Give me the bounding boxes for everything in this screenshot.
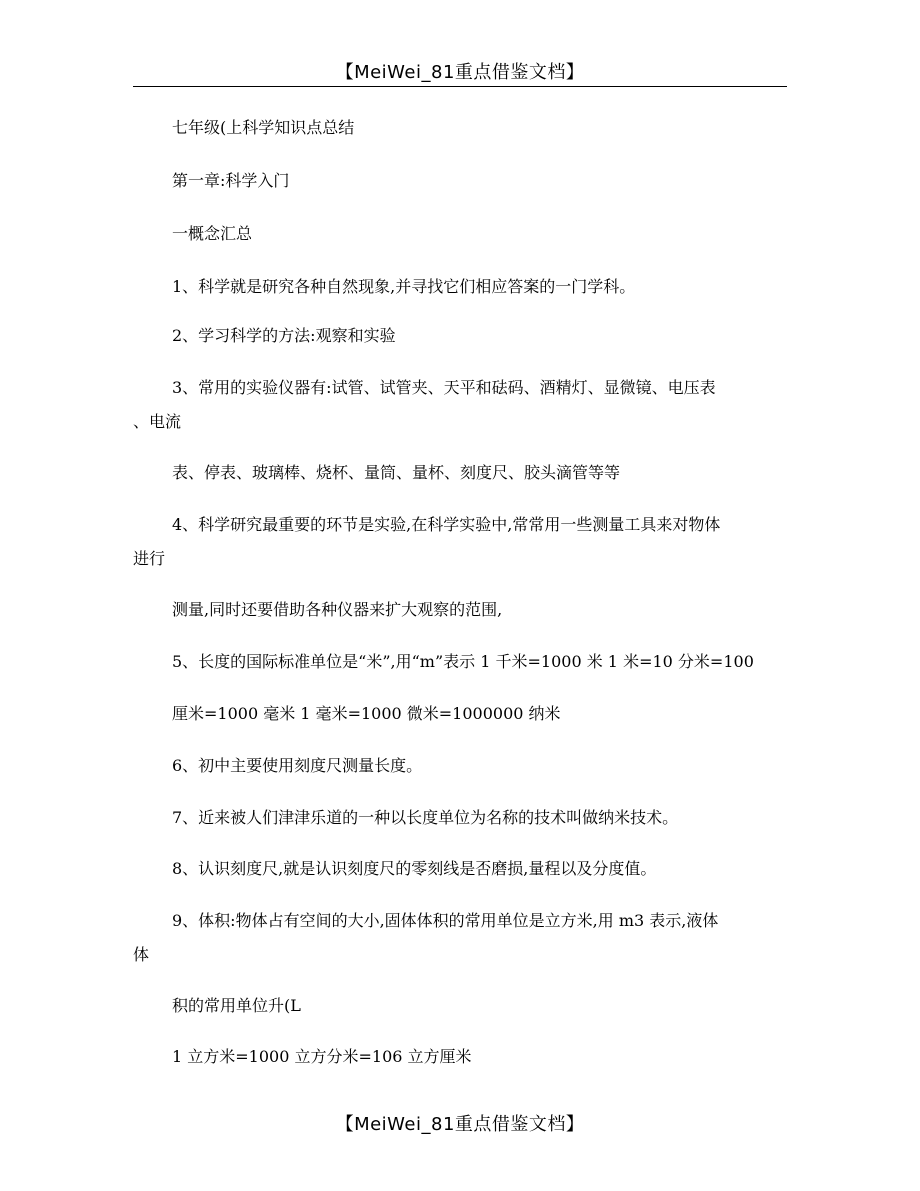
- header-rule: [133, 86, 787, 87]
- paragraph-line: 1、科学就是研究各种自然现象,并寻找它们相应答案的一门学科。: [172, 277, 636, 296]
- paragraph-line: 1 立方米=1000 立方分米=106 立方厘米: [172, 1047, 472, 1066]
- paragraph-line: 3、常用的实验仪器有:试管、试管夹、天平和砝码、酒精灯、显微镜、电压表: [172, 378, 716, 397]
- paragraph-line: 6、初中主要使用刻度尺测量长度。: [172, 756, 423, 775]
- paragraph-line: 积的常用单位升(L: [172, 996, 301, 1015]
- header-banner: 【MeiWei_81重点借鉴文档】: [335, 62, 585, 83]
- paragraph-line: 表、停表、玻璃棒、烧杯、量筒、量杯、刻度尺、胶头滴管等等: [172, 463, 621, 482]
- chapter-heading: 第一章:科学入门: [172, 171, 290, 190]
- paragraph-line: 进行: [133, 549, 166, 568]
- paragraph-line: 厘米=1000 毫米 1 毫米=1000 微米=1000000 纳米: [172, 704, 561, 723]
- paragraph-line: 4、科学研究最重要的环节是实验,在科学实验中,常常用一些测量工具来对物体: [172, 515, 721, 534]
- section-heading: 一概念汇总: [172, 224, 253, 243]
- footer-banner: 【MeiWei_81重点借鉴文档】: [335, 1114, 585, 1135]
- paragraph-line: 2、学习科学的方法:观察和实验: [172, 326, 396, 345]
- doc-title: 七年级(上科学知识点总结: [172, 118, 355, 137]
- paragraph-line: 8、认识刻度尺,就是认识刻度尺的零刻线是否磨损,量程以及分度值。: [172, 859, 657, 878]
- paragraph-line: 体: [133, 945, 150, 964]
- paragraph-line: 测量,同时还要借助各种仪器来扩大观察的范围,: [172, 600, 503, 619]
- paragraph-line: 、电流: [133, 412, 182, 431]
- paragraph-line: 7、近来被人们津津乐道的一种以长度单位为名称的技术叫做纳米技术。: [172, 808, 679, 827]
- paragraph-line: 9、体积:物体占有空间的大小,固体体积的常用单位是立方米,用 m3 表示,液体: [172, 911, 719, 930]
- paragraph-line: 5、长度的国际标准单位是“米”,用“m”表示 1 千米=1000 米 1 米=10 分米=100: [172, 652, 754, 671]
